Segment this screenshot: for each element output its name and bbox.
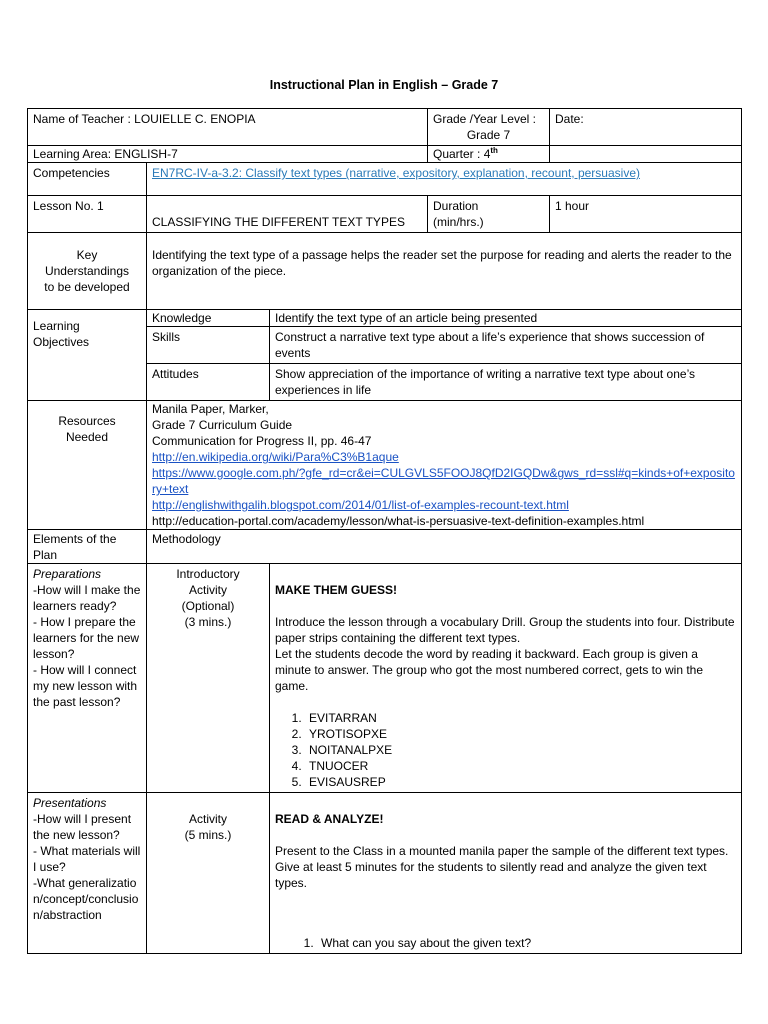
duration-label: Duration bbox=[433, 199, 479, 213]
jumbled-word-list bbox=[275, 710, 736, 790]
page-title: Instructional Plan in English – Grade 7 bbox=[269, 78, 499, 92]
objective-text: Construct a narrative text type about a life’s experience that shows succession of events bbox=[270, 327, 742, 364]
duration-unit-label: (min/hrs.) bbox=[433, 215, 484, 229]
presentations-heading: Presentations bbox=[33, 796, 107, 810]
resource-item: Grade 7 Curriculum Guide bbox=[152, 418, 293, 432]
duration-label-cell bbox=[428, 196, 550, 233]
quarter-cell bbox=[428, 146, 550, 163]
objective-domain: Attitudes bbox=[147, 364, 270, 401]
competencies-row bbox=[28, 163, 742, 196]
teacher-value: LOUIELLE C. ENOPIA bbox=[134, 112, 256, 126]
guide-question-list bbox=[275, 935, 736, 951]
date-label: Date: bbox=[555, 112, 584, 126]
learning-area-value: ENGLISH-7 bbox=[114, 147, 178, 161]
quarter-value: 4 bbox=[483, 147, 491, 161]
presentation-activity: Activity (5 mins.) bbox=[147, 793, 270, 954]
objective-text: Show appreciation of the importance of writing a narrative text type about one’s experiences in life bbox=[270, 364, 742, 401]
presentations-question: -What generalization/concept/conclusion/abstraction bbox=[33, 876, 139, 922]
elements-row bbox=[28, 530, 742, 564]
key-understandings-text: Identifying the text type of a passage helps the reader set the purpose for reading and alerts the reader to the organization of the piece. bbox=[147, 233, 742, 310]
preparations-question: -How will I make the learners ready? bbox=[33, 583, 141, 613]
resource-item: Communication for Progress II, pp. 46-47 bbox=[152, 434, 372, 448]
key-understandings-label: Key Understandings to be developed bbox=[28, 233, 147, 310]
instructional-plan-table bbox=[27, 108, 742, 954]
presentations-question: -How will I present the new lesson? bbox=[33, 812, 132, 842]
duration-value: 1 hour bbox=[550, 196, 742, 233]
resource-plain-link: http://education-portal.com/academy/lesson/what-is-persuasive-text-definition-examples.html bbox=[152, 514, 645, 528]
objective-domain: Knowledge bbox=[147, 310, 270, 327]
competencies-cell bbox=[147, 163, 742, 196]
activity-title: MAKE THEM GUESS! bbox=[275, 583, 398, 597]
competencies-label: Competencies bbox=[28, 163, 147, 196]
resource-item: Manila Paper, Marker, bbox=[152, 402, 269, 416]
activity-paragraph: Present to the Class in a mounted manila paper the sample of the different text types. Give at least 5 minutes for the students to silently read and analyze the given text types. bbox=[275, 844, 729, 890]
list-item: 1. What can you say about the given text? bbox=[317, 935, 736, 951]
elements-label: Elements of the Plan bbox=[28, 530, 147, 564]
activity-title: READ & ANALYZE! bbox=[275, 812, 384, 826]
preparations-heading: Preparations bbox=[33, 567, 102, 581]
presentations-questions bbox=[28, 793, 147, 954]
objective-text: Identify the text type of an article being presented bbox=[270, 310, 742, 327]
empty-cell bbox=[550, 146, 742, 163]
lesson-title-cell bbox=[147, 196, 428, 233]
resources-cell bbox=[147, 401, 742, 530]
methodology-label: Methodology bbox=[147, 530, 742, 564]
competency-link[interactable]: EN7RC-IV-a-3.2: Classify text types (narrative, expository, explanation, recount, persuasive) bbox=[152, 166, 640, 180]
preparations-question: - How will I connect my new lesson with the past lesson? bbox=[33, 663, 138, 709]
resources-label: Resources Needed bbox=[28, 401, 147, 530]
lesson-title: CLASSIFYING THE DIFFERENT TEXT TYPES bbox=[152, 215, 405, 229]
quarter-suffix: th bbox=[490, 146, 498, 155]
introductory-activity: Introductory Activity (Optional) (3 mins.) bbox=[147, 564, 270, 793]
resources-row bbox=[28, 401, 742, 530]
presentations-row bbox=[28, 793, 742, 954]
list-item: 4. TNUOCER bbox=[305, 758, 736, 774]
lesson-row bbox=[28, 196, 742, 233]
presentations-question: - What materials will I use? bbox=[33, 844, 141, 874]
key-understandings-row bbox=[28, 233, 742, 310]
objective-domain: Skills bbox=[147, 327, 270, 364]
objective-row-knowledge bbox=[28, 310, 742, 327]
lesson-number: Lesson No. 1 bbox=[28, 196, 147, 233]
resource-link[interactable]: http://englishwithgalih.blogspot.com/2014/01/list-of-examples-recount-text.html bbox=[152, 498, 569, 512]
list-item: 1. EVITARRAN bbox=[305, 710, 736, 726]
header-row-area bbox=[28, 146, 742, 163]
learning-area-cell bbox=[28, 146, 428, 163]
list-item: 5. EVISAUSREP bbox=[305, 774, 736, 790]
preparations-questions bbox=[28, 564, 147, 793]
activity-paragraph: Let the students decode the word by reading it backward. Each group is given a minute to answer. The group who got the most numbered correct, gets to win the game. bbox=[275, 647, 704, 693]
preparations-content bbox=[270, 564, 742, 793]
grade-cell bbox=[428, 109, 550, 146]
resource-link[interactable]: http://en.wikipedia.org/wiki/Para%C3%B1aque bbox=[152, 450, 399, 464]
teacher-cell bbox=[28, 109, 428, 146]
date-cell bbox=[550, 109, 742, 146]
list-item: 3. NOITANALPXE bbox=[305, 742, 736, 758]
header-row-teacher bbox=[28, 109, 742, 146]
list-item: 2. YROTISOPXE bbox=[305, 726, 736, 742]
grade-value: Grade 7 bbox=[466, 128, 511, 142]
resource-link[interactable]: https://www.google.com.ph/?gfe_rd=cr&ei=CULGVLS5FOOJ8QfD2IGQDw&gws_rd=ssl#q=kinds+of+expository+text bbox=[152, 466, 735, 496]
preparations-row bbox=[28, 564, 742, 793]
preparations-question: - How I prepare the learners for the new lesson? bbox=[33, 615, 140, 661]
grade-label: Grade /Year Level : bbox=[433, 112, 536, 126]
quarter-label: Quarter : bbox=[433, 147, 481, 161]
activity-paragraph: Introduce the lesson through a vocabulary Drill. Group the students into four. Distribute paper strips containing the different text types. bbox=[275, 615, 735, 645]
learning-objectives-label: Learning Objectives bbox=[28, 310, 147, 401]
presentations-content bbox=[270, 793, 742, 954]
learning-area-label: Learning Area: bbox=[33, 147, 112, 161]
teacher-label: Name of Teacher : bbox=[33, 112, 131, 126]
